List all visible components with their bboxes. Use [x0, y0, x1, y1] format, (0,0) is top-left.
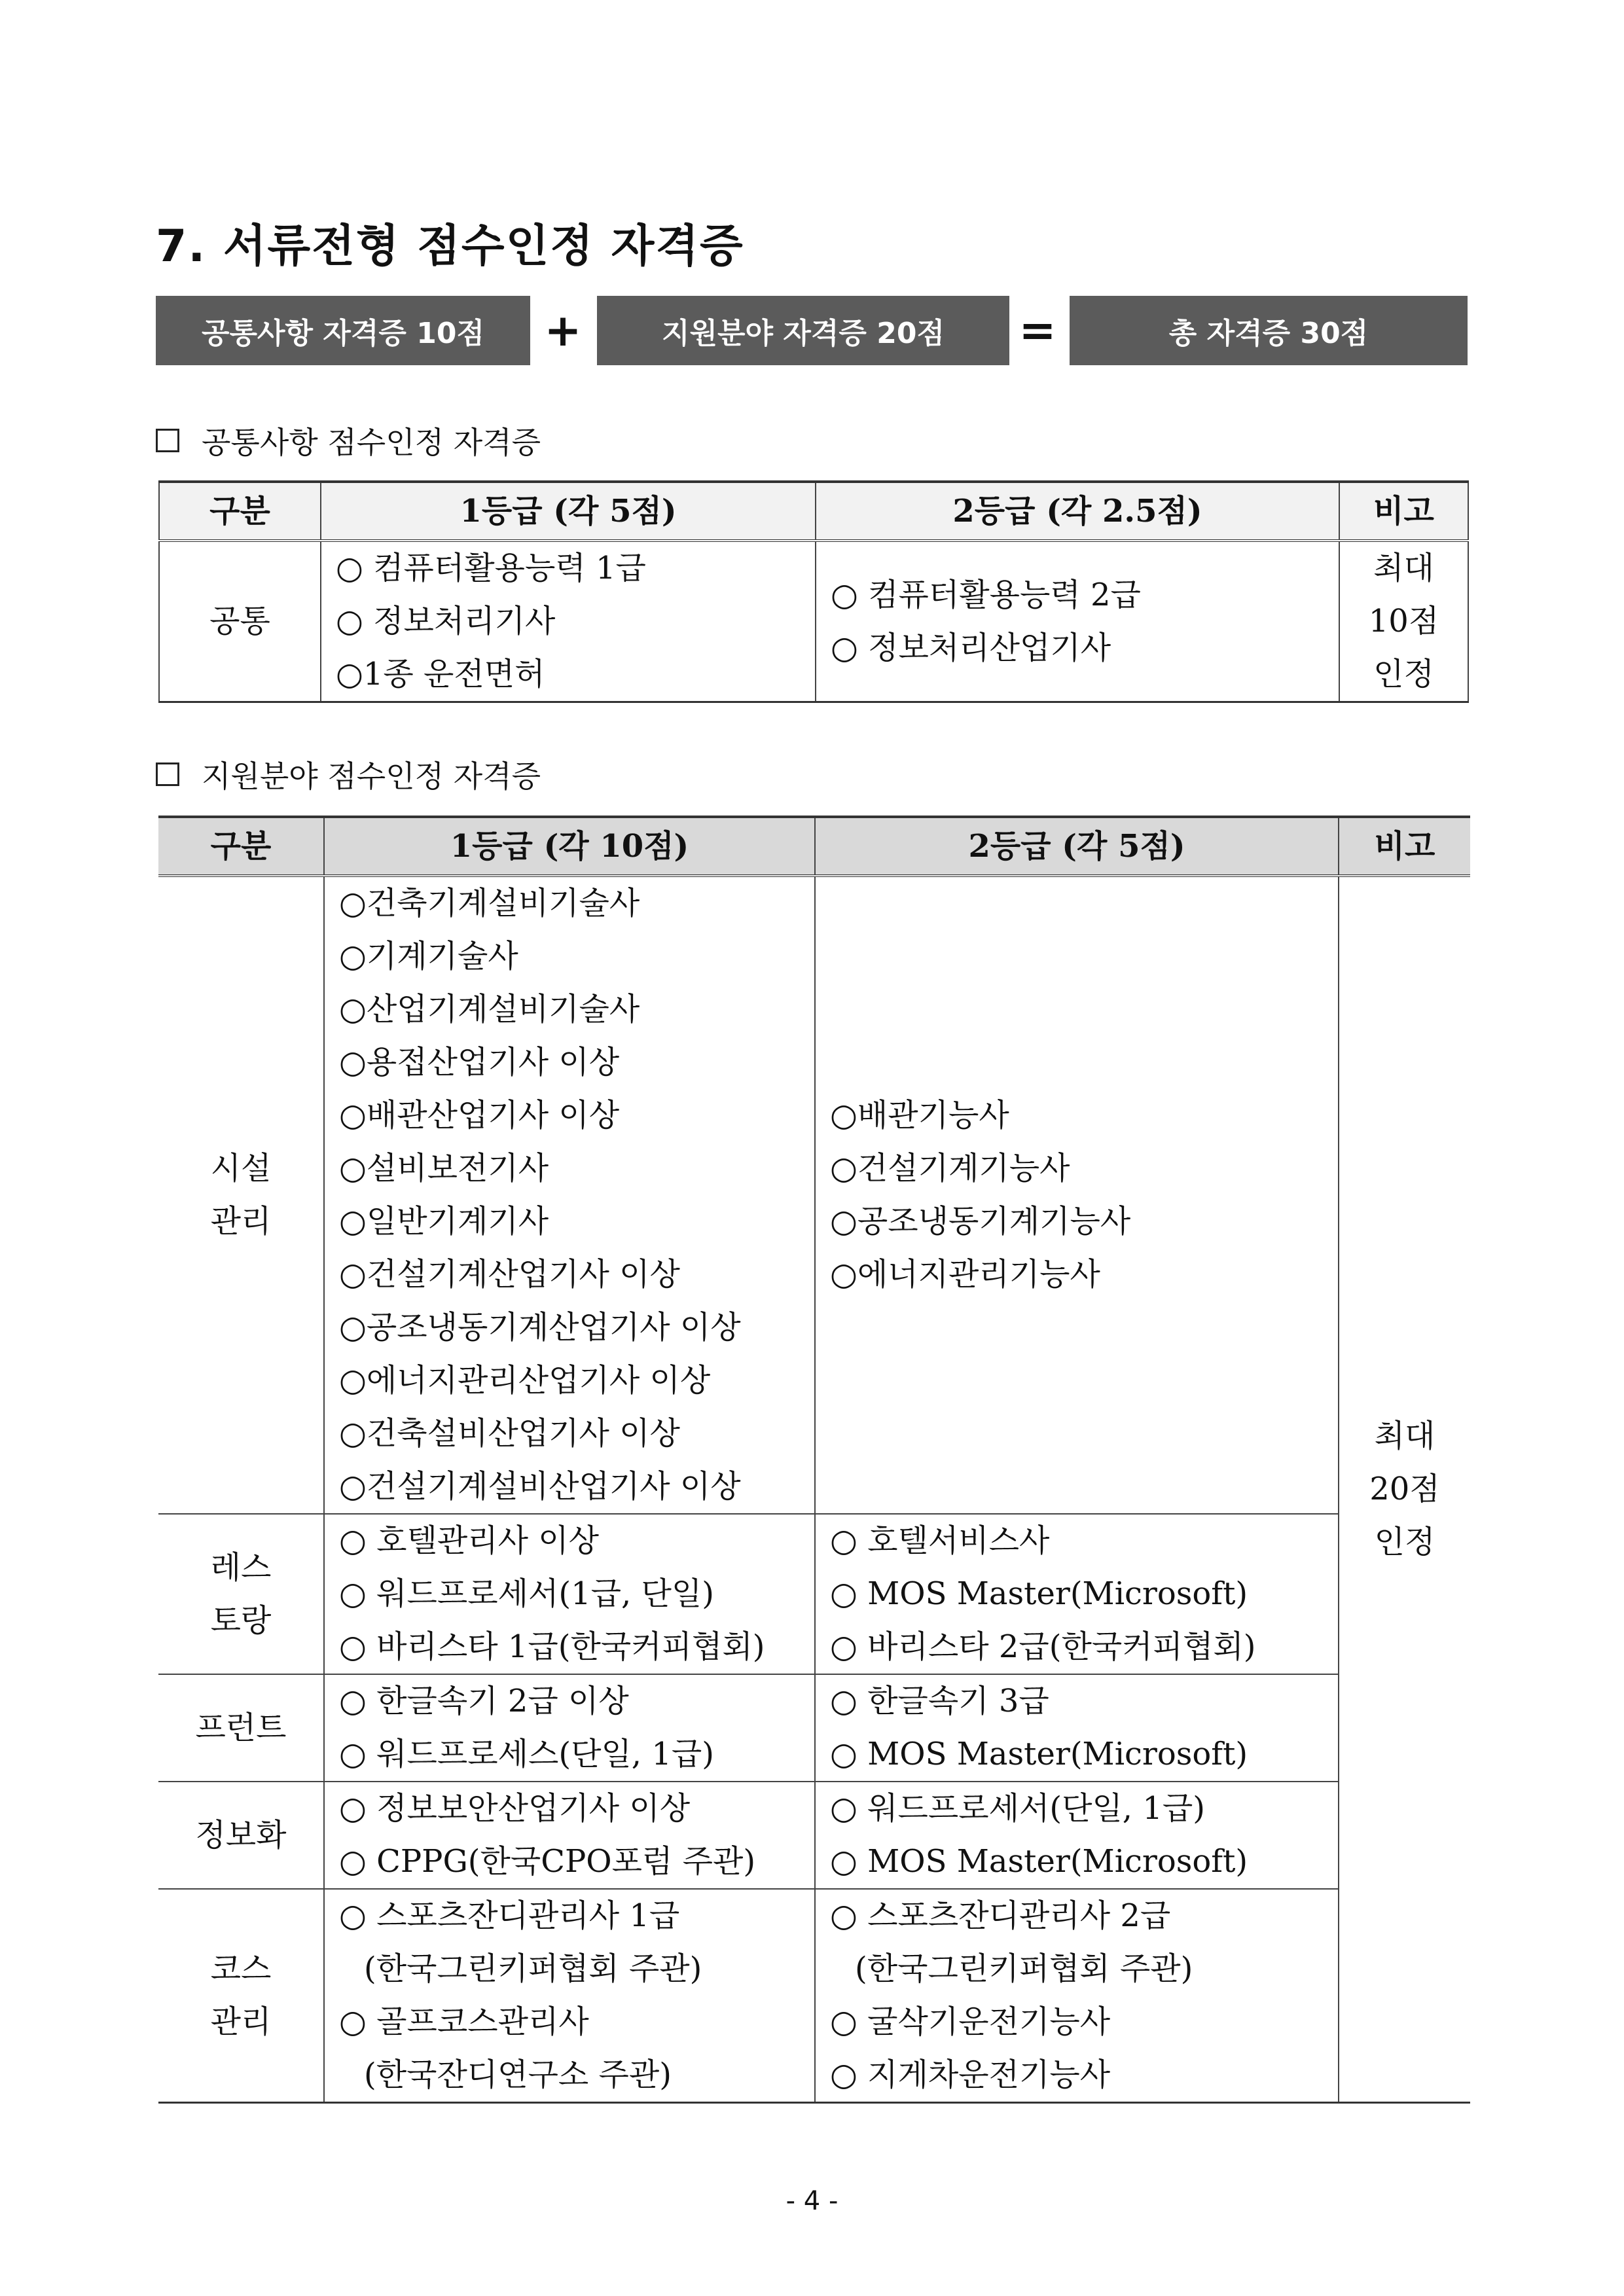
cert-item: ○산업기계설비기술사: [339, 991, 640, 1028]
plus-sign: +: [544, 304, 582, 357]
cert-item: ○건축설비산업기사 이상: [339, 1415, 680, 1452]
cert-item: ○ 워드프로세스(단일, 1급): [339, 1736, 714, 1772]
category-line: 토랑: [210, 1602, 272, 1639]
grade1-cell: [324, 1514, 815, 1674]
cert-item: ○건축기계설비기술사: [339, 885, 640, 922]
field-heading-text: 지원분야 점수인정 자격증: [202, 759, 541, 794]
category-cell: [158, 1782, 324, 1889]
header-note: 비고: [1339, 482, 1468, 541]
table-row: [159, 541, 1468, 702]
cert-item: ○ 지게차운전기능사: [830, 2056, 1111, 2093]
category-line: 코스: [210, 1950, 272, 1987]
common-section-heading: [156, 419, 541, 462]
cert-item: ○ 워드프로세서(1급, 단일): [339, 1575, 714, 1612]
cert-item: ○일반기계기사: [339, 1203, 549, 1240]
cert-item: ○건설기계산업기사 이상: [339, 1256, 680, 1293]
table-row: [158, 1889, 1470, 2103]
cert-item: (한국잔디연구소 주관): [364, 2056, 672, 2093]
cert-item: ○건설기계기능사: [830, 1150, 1070, 1187]
grade1-cell: [324, 1782, 815, 1889]
cert-item: ○에너지관리산업기사 이상: [339, 1362, 711, 1399]
note-cell: [1339, 541, 1468, 702]
category-line: 시설: [210, 1150, 272, 1187]
grade2-cell: [815, 876, 1339, 1514]
grade2-cell: [815, 1514, 1339, 1674]
field-points-box: 지원분야 자격증 20점: [597, 296, 1009, 365]
common-heading-text: 공통사항 점수인정 자격증: [202, 425, 541, 460]
header-category: 구분: [159, 482, 321, 541]
table-row: [158, 1782, 1470, 1889]
cert-item: ○ MOS Master(Microsoft): [830, 1575, 1248, 1612]
cert-item: ○ 바리스타 2급(한국커피협회): [830, 1628, 1256, 1665]
cert-item: ○1종 운전면허: [336, 656, 545, 692]
grade1-cell: [324, 1889, 815, 2103]
cert-item: ○기계기술사: [339, 938, 518, 975]
note-cell: [1339, 876, 1470, 2103]
cert-item: ○ 한글속기 2급 이상: [339, 1683, 629, 1719]
cert-item: ○공조냉동기계기능사: [830, 1203, 1131, 1240]
note-line: 인정: [1373, 656, 1434, 692]
field-cert-table: [158, 816, 1470, 2104]
category-line: 관리: [210, 1203, 272, 1240]
cert-item: ○배관산업기사 이상: [339, 1097, 620, 1134]
total-points-box: 총 자격증 30점: [1070, 296, 1468, 365]
cert-item: ○ 컴퓨터활용능력 1급: [336, 550, 646, 586]
cert-item: ○ 호텔서비스사: [830, 1522, 1050, 1559]
category-line: 프런트: [195, 1709, 287, 1746]
checkbox-icon: [156, 762, 179, 786]
header-note: 비고: [1339, 817, 1470, 876]
cert-item: ○ 바리스타 1급(한국커피협회): [339, 1628, 765, 1665]
category-cell: [158, 1514, 324, 1674]
cert-item: ○건설기계설비산업기사 이상: [339, 1468, 741, 1505]
grade2-cell: [816, 541, 1339, 702]
note-line: 20점: [1369, 1471, 1440, 1507]
cert-item: ○용접산업기사 이상: [339, 1044, 620, 1081]
category-line: 관리: [210, 2003, 272, 2040]
common-cert-table: [158, 480, 1469, 703]
cert-item: ○ 정보보안산업기사 이상: [339, 1790, 691, 1827]
category-cell: [158, 1674, 324, 1782]
note-line: 10점: [1368, 603, 1439, 639]
cert-item: ○ 워드프로세서(단일, 1급): [830, 1790, 1205, 1827]
grade1-cell: [321, 541, 816, 702]
cert-item: ○ 정보처리기사: [336, 603, 556, 639]
grade1-cell: [324, 1674, 815, 1782]
note-line: 인정: [1374, 1524, 1435, 1560]
header-grade2: 2등급 (각 5점): [815, 817, 1339, 876]
table-row: [158, 876, 1470, 1514]
cert-item: ○ 스포츠잔디관리사 1급: [339, 1897, 680, 1934]
cert-item: ○ MOS Master(Microsoft): [830, 1736, 1248, 1772]
equals-sign: =: [1019, 304, 1056, 357]
note-line: 최대: [1373, 550, 1434, 586]
grade2-cell: [815, 1782, 1339, 1889]
cert-item: ○공조냉동기계산업기사 이상: [339, 1309, 741, 1346]
page-number: - 4 -: [785, 2186, 839, 2216]
category-cell: [158, 1889, 324, 2103]
grade2-cell: [815, 1674, 1339, 1782]
cert-item: ○ 한글속기 3급: [830, 1683, 1049, 1719]
cert-item: ○ 스포츠잔디관리사 2급: [830, 1897, 1171, 1934]
checkbox-icon: [156, 429, 179, 452]
header-grade1: 1등급 (각 5점): [321, 482, 816, 541]
field-section-heading: [156, 753, 541, 796]
cert-item: ○배관기능사: [830, 1097, 1009, 1134]
category-cell: 공통: [159, 541, 321, 702]
header-category: 구분: [158, 817, 324, 876]
header-grade2: 2등급 (각 2.5점): [816, 482, 1339, 541]
common-points-box: 공통사항 자격증 10점: [156, 296, 530, 365]
cert-item: (한국그린키퍼협회 주관): [855, 1950, 1193, 1987]
page-title: 7. 서류전형 점수인정 자격증: [156, 221, 744, 272]
category-line: 레스: [210, 1549, 272, 1586]
grade1-cell: [324, 876, 815, 1514]
cert-item: ○ 호텔관리사 이상: [339, 1522, 599, 1559]
cert-item: ○ 컴퓨터활용능력 2급: [831, 576, 1141, 613]
note-line: 최대: [1374, 1418, 1435, 1454]
cert-item: ○ MOS Master(Microsoft): [830, 1843, 1248, 1880]
cert-item: ○설비보전기사: [339, 1150, 549, 1187]
cert-item: ○ 굴삭기운전기능사: [830, 2003, 1111, 2040]
table-row: [158, 1514, 1470, 1674]
grade2-cell: [815, 1889, 1339, 2103]
category-line: 정보화: [195, 1816, 287, 1854]
table-row: [158, 1674, 1470, 1782]
cert-item: ○ 정보처리산업기사: [831, 629, 1111, 666]
category-cell: [158, 876, 324, 1514]
cert-item: (한국그린키퍼협회 주관): [364, 1950, 702, 1987]
cert-item: ○에너지관리기능사: [830, 1256, 1100, 1293]
cert-item: ○ CPPG(한국CPO포럼 주관): [339, 1843, 756, 1880]
cert-item: ○ 골프코스관리사: [339, 2003, 589, 2040]
header-grade1: 1등급 (각 10점): [324, 817, 815, 876]
